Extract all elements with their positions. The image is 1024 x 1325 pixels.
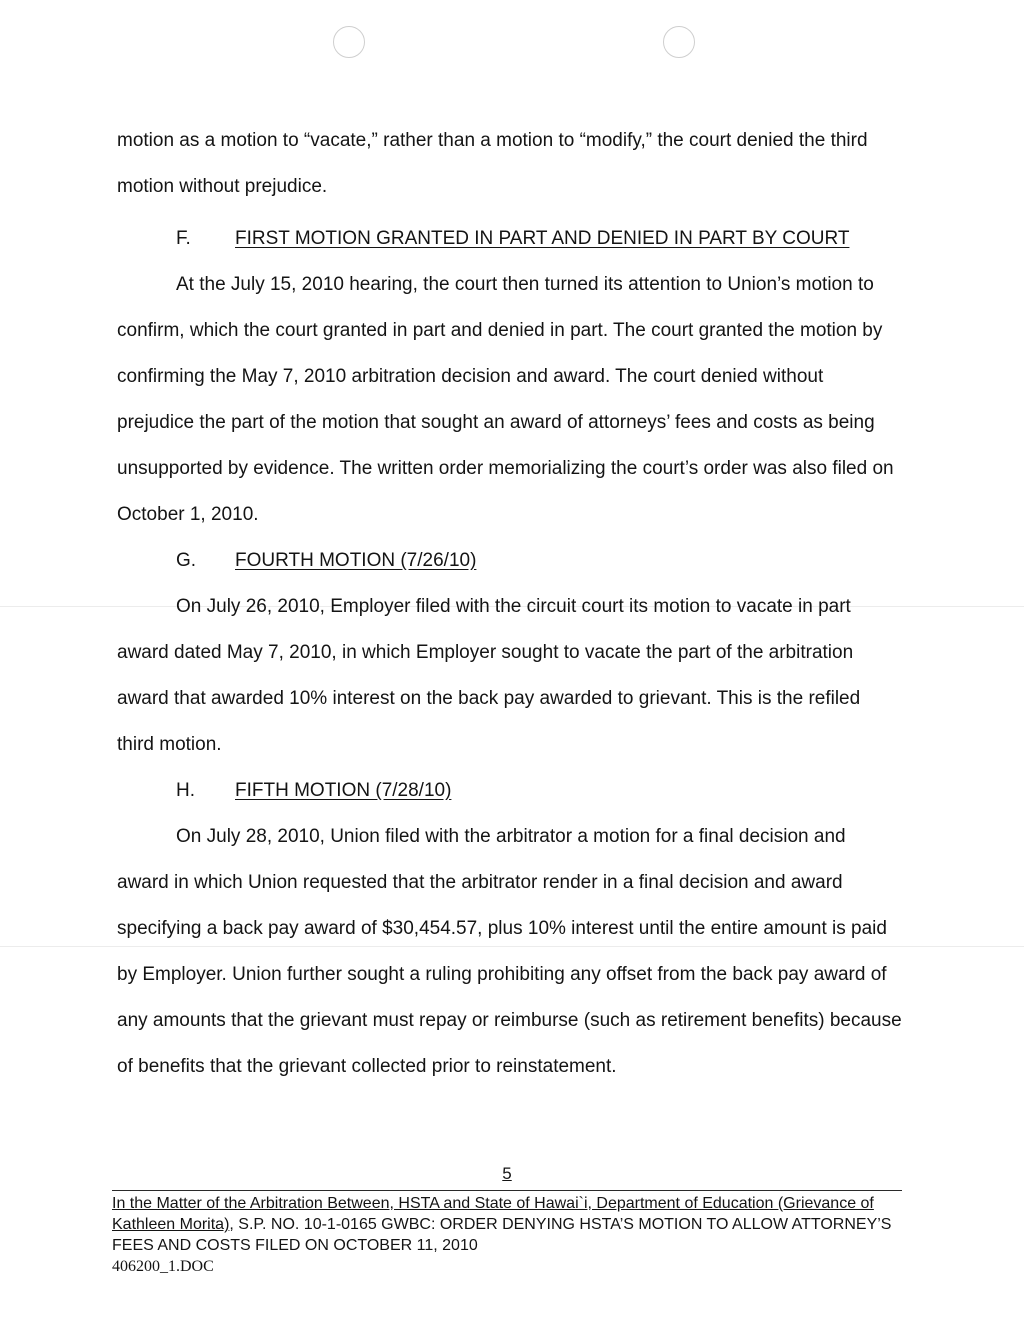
paragraph-section-h: On July 28, 2010, Union filed with the arbitrator a motion for a final decision and award in which Union requested that the arbitrator render in a final decision and award specifying a back pay award of $30,454.57, plus 10% interest until the entire amount is paid by Employer. Union further sought a ruling prohibiting any offset from the back pay award of any amounts that the grievant must repay or reimburse (such as retirement benefits) because of benefits that the grievant collected prior to reinstatement.	[117, 826, 902, 1077]
page-footer	[112, 1164, 902, 1277]
section-heading-g	[117, 538, 902, 584]
footer-rule	[112, 1164, 902, 1191]
section-letter: G.	[176, 550, 197, 571]
section-title: FIRST MOTION GRANTED IN PART AND DENIED IN PART BY COURT	[235, 228, 850, 249]
section-heading-h	[117, 768, 902, 814]
punch-hole-left	[333, 26, 365, 58]
page-number: 5	[502, 1164, 512, 1183]
footer-case-title: In the Matter of the Arbitration Between, HSTA and State of Hawai`i, Department of Education (Grievance of Kathleen Morita)	[112, 1195, 874, 1233]
punch-hole-right	[663, 26, 695, 58]
section-title: FOURTH MOTION (7/26/10)	[235, 550, 477, 571]
document-body	[117, 118, 902, 1090]
footer-case-caption	[112, 1193, 902, 1256]
paragraph-section-g: On July 26, 2010, Employer filed with the circuit court its motion to vacate in part award dated May 7, 2010, in which Employer sought to vacate the part of the arbitration award that awarded 10% interest on the back pay awarded to grievant. This is the refiled third motion.	[117, 596, 861, 755]
section-letter: F.	[176, 228, 191, 249]
paragraph-continuation: motion as a motion to “vacate,” rather than a motion to “modify,” the court denied the third motion without prejudice.	[117, 130, 868, 197]
section-heading-f	[117, 216, 902, 262]
paragraph-section-f: At the July 15, 2010 hearing, the court then turned its attention to Union’s motion to confirm, which the court granted in part and denied in part. The court granted the motion by confirming the May 7, 2010 arbitration decision and award. The court denied without prejudice the part of the motion that sought an award of attorneys’ fees and costs as being unsupported by evidence. The written order memorializing the court’s order was also filed on October 1, 2010.	[117, 274, 894, 525]
section-title: FIFTH MOTION (7/28/10)	[235, 780, 452, 801]
section-letter: H.	[176, 780, 195, 801]
footer-document-id: 406200_1.DOC	[112, 1258, 214, 1275]
footer-case-details: , S.P. NO. 10-1-0165 GWBC: ORDER DENYING HSTA’S MOTION TO ALLOW ATTORNEY’S FEES AND COSTS FILED ON OCTOBER 11, 2010	[112, 1216, 892, 1254]
